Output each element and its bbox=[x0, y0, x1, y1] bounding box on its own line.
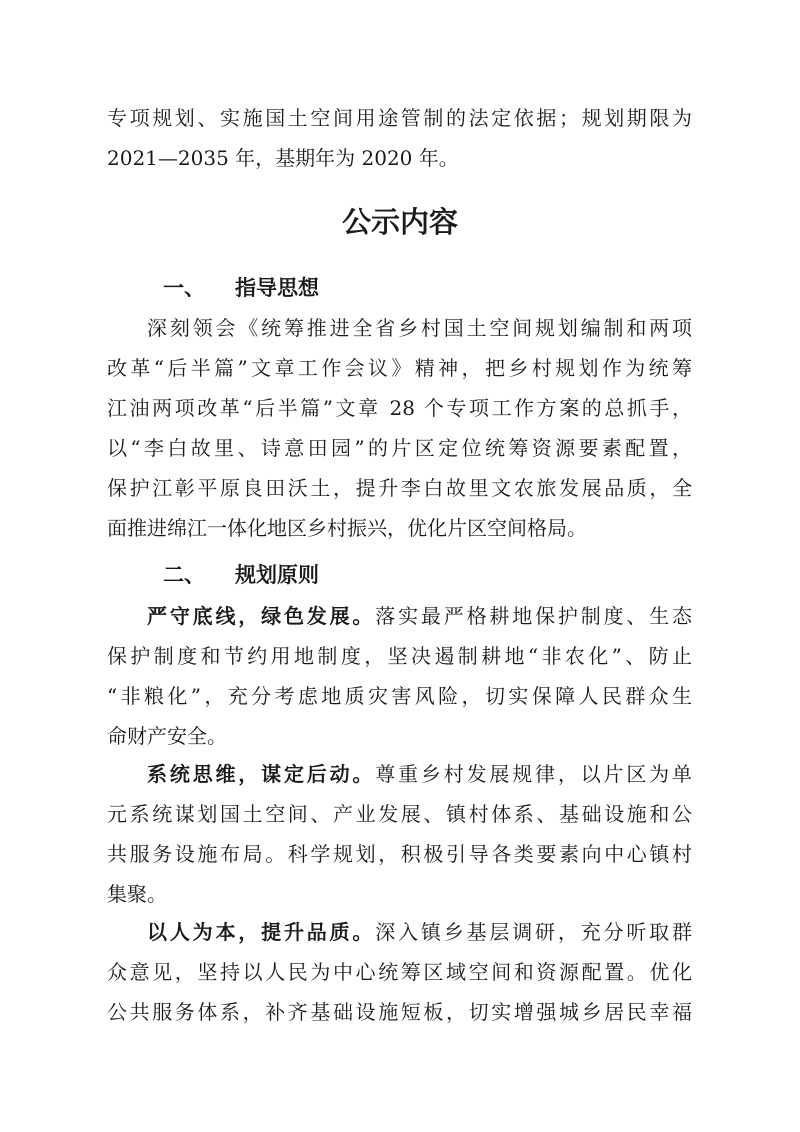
principle-paragraph bbox=[107, 754, 692, 914]
intro-paragraph bbox=[107, 98, 692, 178]
intro-line: 专项规划、实施国土空间用途管制的法定依据；规划期限为 bbox=[107, 106, 692, 130]
paragraph-line: 公共服务体系，补齐基础设施短板，切实增强城乡居民幸福 bbox=[107, 1000, 692, 1024]
paragraph-line: 深刻领会《统筹推进全省乡村国土空间规划编制和两项 bbox=[147, 316, 692, 340]
paragraph-line bbox=[107, 912, 692, 952]
paragraph-line: 保护制度和节约用地制度，坚决遏制耕地“非农化”、防止 bbox=[107, 644, 692, 668]
paragraph-line: 集聚。 bbox=[107, 882, 167, 906]
section-title: 指导思想 bbox=[235, 276, 319, 300]
paragraph-line: 改革“后半篇”文章工作会议》精神，把乡村规划作为统筹 bbox=[107, 356, 692, 380]
paragraph-line: 江油两项改革“后半篇”文章 28 个专项工作方案的总抓手， bbox=[107, 396, 692, 420]
principle-paragraph bbox=[107, 596, 692, 756]
paragraph-line: 保护江彰平原良田沃土，提升李白故里文农旅发展品质，全 bbox=[107, 476, 692, 500]
paragraph-line: 共服务设施布局。科学规划，积极引导各类要素向中心镇村 bbox=[107, 842, 692, 866]
section-number: 二、 bbox=[163, 563, 205, 587]
paragraph-line bbox=[107, 754, 692, 794]
intro-line: 2021—2035 年，基期年为 2020 年。 bbox=[107, 146, 459, 170]
paragraph-line bbox=[107, 596, 692, 636]
paragraph-line: 命财产安全。 bbox=[107, 724, 227, 748]
principle-title: 以人为本，提升品质。 bbox=[147, 920, 376, 944]
section-number: 一、 bbox=[163, 276, 205, 300]
principle-text: 落实最严格耕地保护制度、生态 bbox=[375, 604, 692, 628]
section-heading-planning-principles bbox=[163, 555, 319, 595]
guiding-ideology-paragraph bbox=[107, 308, 692, 548]
principle-text: 尊重乡村发展规律，以片区为单 bbox=[375, 762, 692, 786]
paragraph-line: 以“李白故里、诗意田园”的片区定位统筹资源要素配置， bbox=[107, 436, 692, 460]
paragraph-line: “非粮化”，充分考虑地质灾害风险，切实保障人民群众生 bbox=[107, 684, 692, 708]
principle-title: 系统思维，谋定后动。 bbox=[147, 762, 376, 786]
section-heading-guiding-ideology bbox=[163, 268, 319, 308]
principle-title: 严守底线，绿色发展。 bbox=[147, 604, 376, 628]
paragraph-line: 众意见，坚持以人民为中心统筹区域空间和资源配置。优化 bbox=[107, 960, 692, 984]
page-title: 公示内容 bbox=[341, 205, 458, 239]
paragraph-line: 面推进绵江一体化地区乡村振兴，优化片区空间格局。 bbox=[107, 516, 587, 540]
principle-paragraph bbox=[107, 912, 692, 1032]
section-title: 规划原则 bbox=[235, 563, 319, 587]
principle-text: 深入镇乡基层调研，充分听取群 bbox=[375, 920, 692, 944]
paragraph-line: 元系统谋划国土空间、产业发展、镇村体系、基础设施和公 bbox=[107, 802, 692, 826]
